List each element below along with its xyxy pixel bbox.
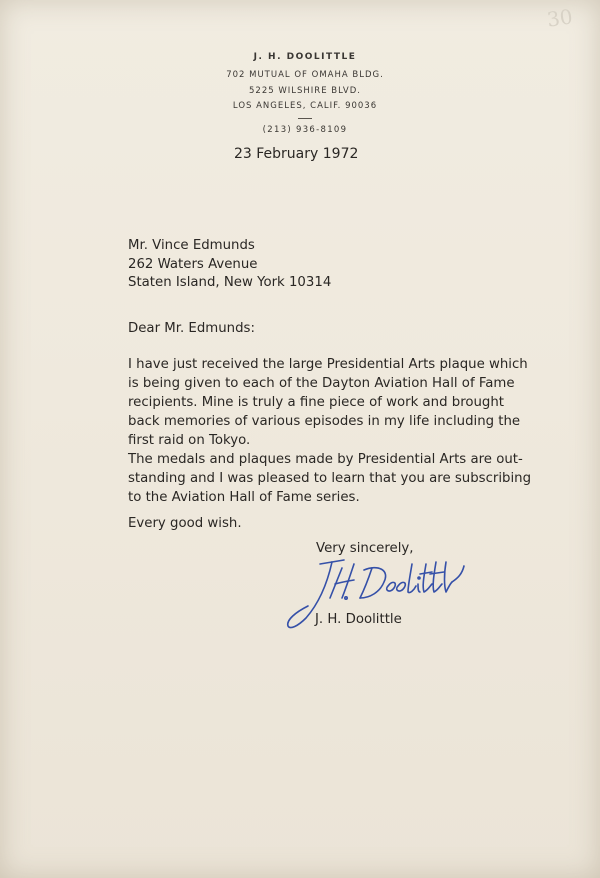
letterhead-address-line: 5225 WILSHIRE BLVD.	[249, 85, 361, 96]
closing: Very sincerely,	[316, 541, 414, 556]
paragraph-line: back memories of various episodes in my life including the	[128, 414, 521, 429]
letterhead-address-line: 702 MUTUAL OF OMAHA BLDG.	[226, 70, 384, 80]
letterhead-divider	[298, 118, 312, 119]
signer-name: J. H. Doolittle	[315, 612, 402, 627]
paragraph-line: is being given to each of the Dayton Aviation Hall of Fame	[128, 376, 515, 391]
salutation: Dear Mr. Edmunds:	[128, 321, 255, 336]
paragraph-line: I have just received the large Presidential Arts plaque which	[128, 357, 528, 372]
letterhead-phone: (213) 936-8109	[262, 124, 348, 135]
recipient-address	[128, 237, 331, 293]
paragraph-line: The medals and plaques made by Presidential Arts are out-	[128, 452, 523, 467]
letter-date: 23 February 1972	[234, 146, 359, 162]
recipient-line: 262 Waters Avenue	[128, 256, 258, 272]
paragraph-line: recipients. Mine is truly a fine piece of work and brought	[128, 395, 505, 410]
paragraph-line: first raid on Tokyo.	[128, 433, 251, 448]
letterhead-address-line: LOS ANGELES, CALIF. 90036	[232, 101, 378, 111]
letterhead	[150, 52, 460, 135]
recipient-line: Mr. Vince Edmunds	[128, 238, 255, 253]
good-wish: Every good wish.	[128, 516, 242, 531]
paragraph-line: standing and I was pleased to learn that you are subscribing	[128, 471, 532, 486]
body-paragraph-1	[128, 355, 538, 450]
recipient-line: Staten Island, New York 10314	[128, 275, 332, 290]
pencil-note: 30	[545, 4, 574, 32]
paragraph-line: to the Aviation Hall of Fame series.	[128, 490, 360, 505]
letterhead-name: J. H. DOOLITTLE	[253, 52, 357, 62]
body-paragraph-2	[128, 450, 538, 507]
